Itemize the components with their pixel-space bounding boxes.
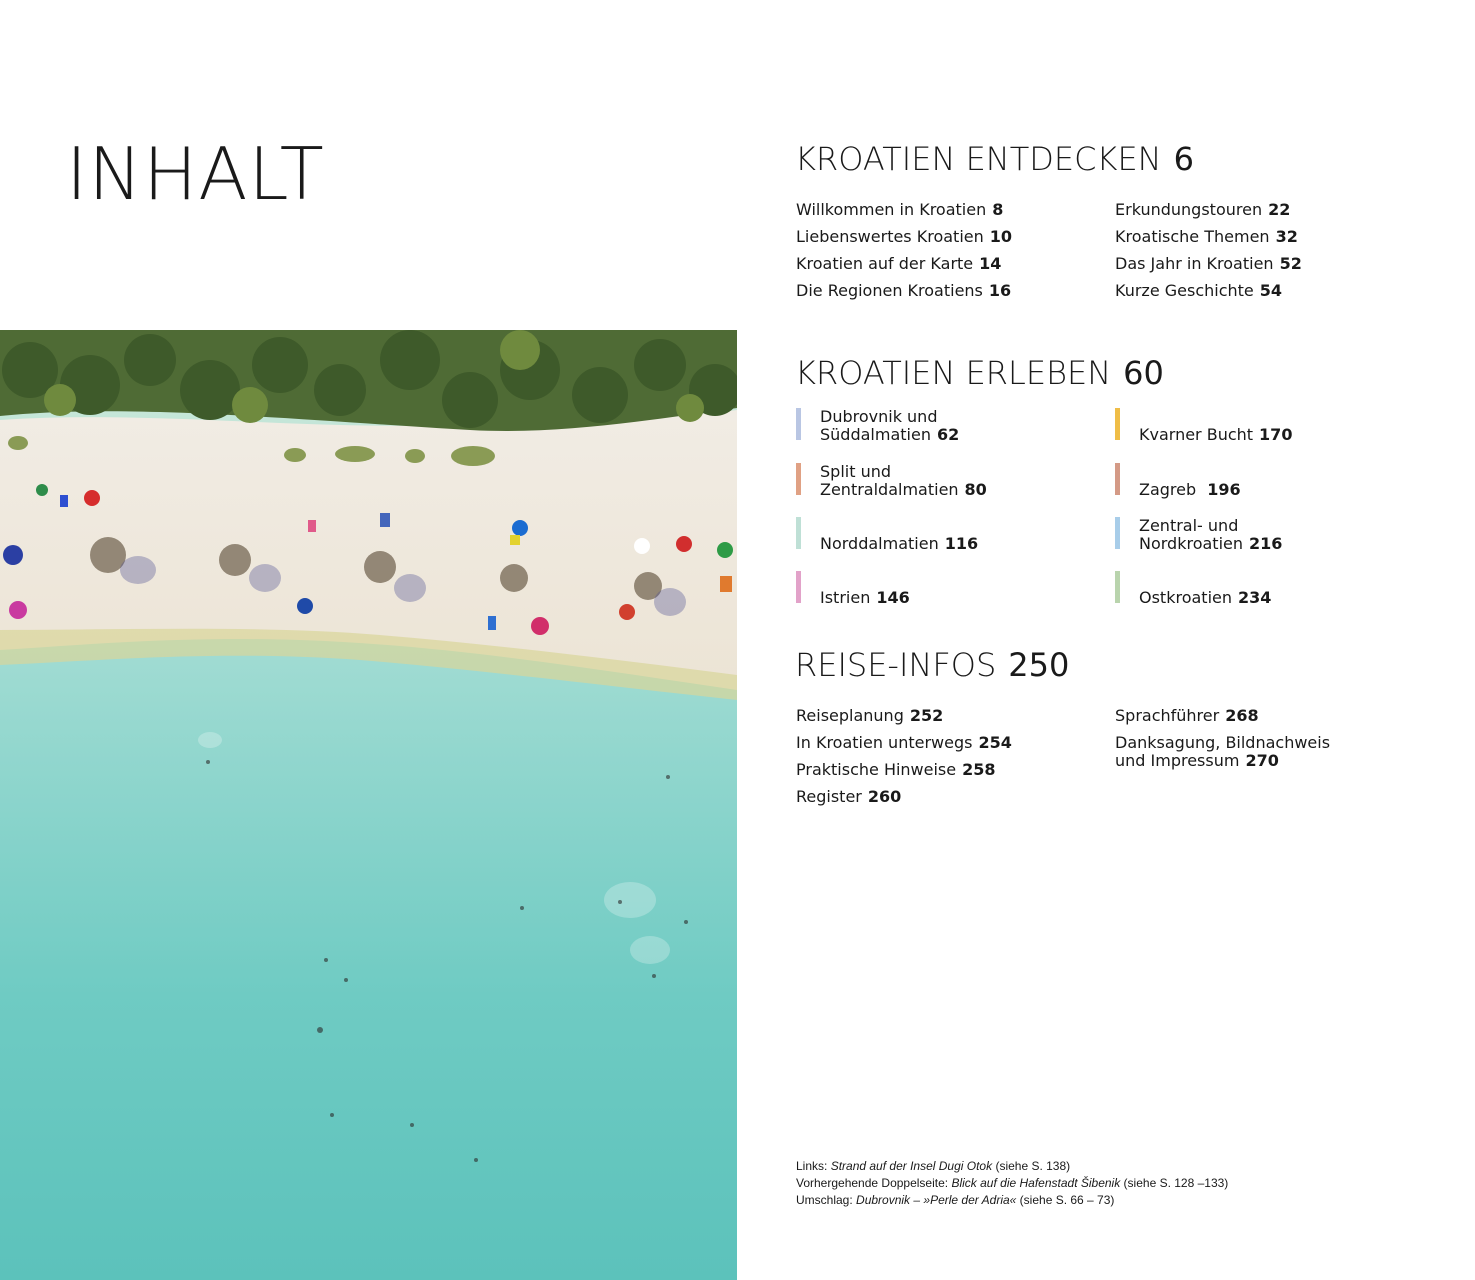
toc-column-reise-left <box>796 702 1012 810</box>
region-color-bar <box>796 517 801 549</box>
toc-entry[interactable]: Kurze Geschichte 54 <box>1115 281 1283 300</box>
section-title-erleben: KROATIEN ERLEBEN 60 <box>795 354 1164 392</box>
toc-entry[interactable]: In Kroatien unterwegs 254 <box>796 733 1012 752</box>
region-color-bar <box>1115 517 1120 549</box>
page-title: INHALT <box>66 132 325 216</box>
caption-line: Links: Strand auf der Insel Dugi Otok (siehe S. 138) <box>796 1159 1071 1173</box>
photo-captions <box>796 1158 1228 1209</box>
toc-entry[interactable]: Liebenswertes Kroatien 10 <box>796 227 1013 246</box>
region-entry-kvarner[interactable]: Kvarner Bucht 170 <box>1115 408 1415 444</box>
caption-line: Vorhergehende Doppelseite: Blick auf die Hafenstadt Šibenik (siehe S. 128 –133) <box>796 1176 1229 1190</box>
toc-entry[interactable]: Reiseplanung 252 <box>796 706 944 725</box>
region-entry-ostkroatien[interactable]: Ostkroatien 234 <box>1115 571 1415 607</box>
toc-column-entdecken-left <box>796 196 1012 304</box>
toc-entry[interactable]: Das Jahr in Kroatien 52 <box>1115 254 1302 273</box>
toc-column-entdecken-right <box>1115 196 1302 304</box>
region-entry-norddalmatien[interactable]: Norddalmatien 116 <box>796 517 1096 553</box>
region-entry-zentralkroatien[interactable]: Zentral- und Nordkroatien 216 <box>1115 517 1415 553</box>
region-entry-dubrovnik[interactable]: Dubrovnik und Süddalmatien 62 <box>796 408 1096 444</box>
region-entry-zagreb[interactable]: Zagreb 196 <box>1115 463 1415 499</box>
region-color-bar <box>796 463 801 495</box>
region-color-bar <box>1115 571 1120 603</box>
toc-column-reise-right <box>1115 702 1330 770</box>
region-color-bar <box>1115 463 1120 495</box>
section-title-entdecken: KROATIEN ENTDECKEN 6 <box>795 140 1194 178</box>
toc-entry[interactable]: Praktische Hinweise 258 <box>796 760 996 779</box>
caption-line: Umschlag: Dubrovnik – »Perle der Adria« (siehe S. 66 – 73) <box>796 1193 1115 1207</box>
beach-photo <box>0 330 737 1280</box>
section-title-reise-infos: REISE-INFOS 250 <box>795 646 1070 684</box>
region-color-bar <box>796 408 801 440</box>
toc-entry[interactable]: Danksagung, Bildnachweis und Impressum 270 <box>1115 733 1331 770</box>
toc-entry[interactable]: Kroatische Themen 32 <box>1115 227 1298 246</box>
region-entry-istrien[interactable]: Istrien 146 <box>796 571 1096 607</box>
toc-entry[interactable]: Kroatien auf der Karte 14 <box>796 254 1002 273</box>
toc-entry[interactable]: Erkundungstouren 22 <box>1115 200 1291 219</box>
toc-entry[interactable]: Sprachführer 268 <box>1115 706 1259 725</box>
toc-entry[interactable]: Willkommen in Kroatien 8 <box>796 200 1004 219</box>
region-entry-split[interactable]: Split und Zentraldalmatien 80 <box>796 463 1096 499</box>
region-color-bar <box>1115 408 1120 440</box>
toc-entry[interactable]: Register 260 <box>796 787 902 806</box>
toc-entry[interactable]: Die Regionen Kroatiens 16 <box>796 281 1012 300</box>
region-color-bar <box>796 571 801 603</box>
